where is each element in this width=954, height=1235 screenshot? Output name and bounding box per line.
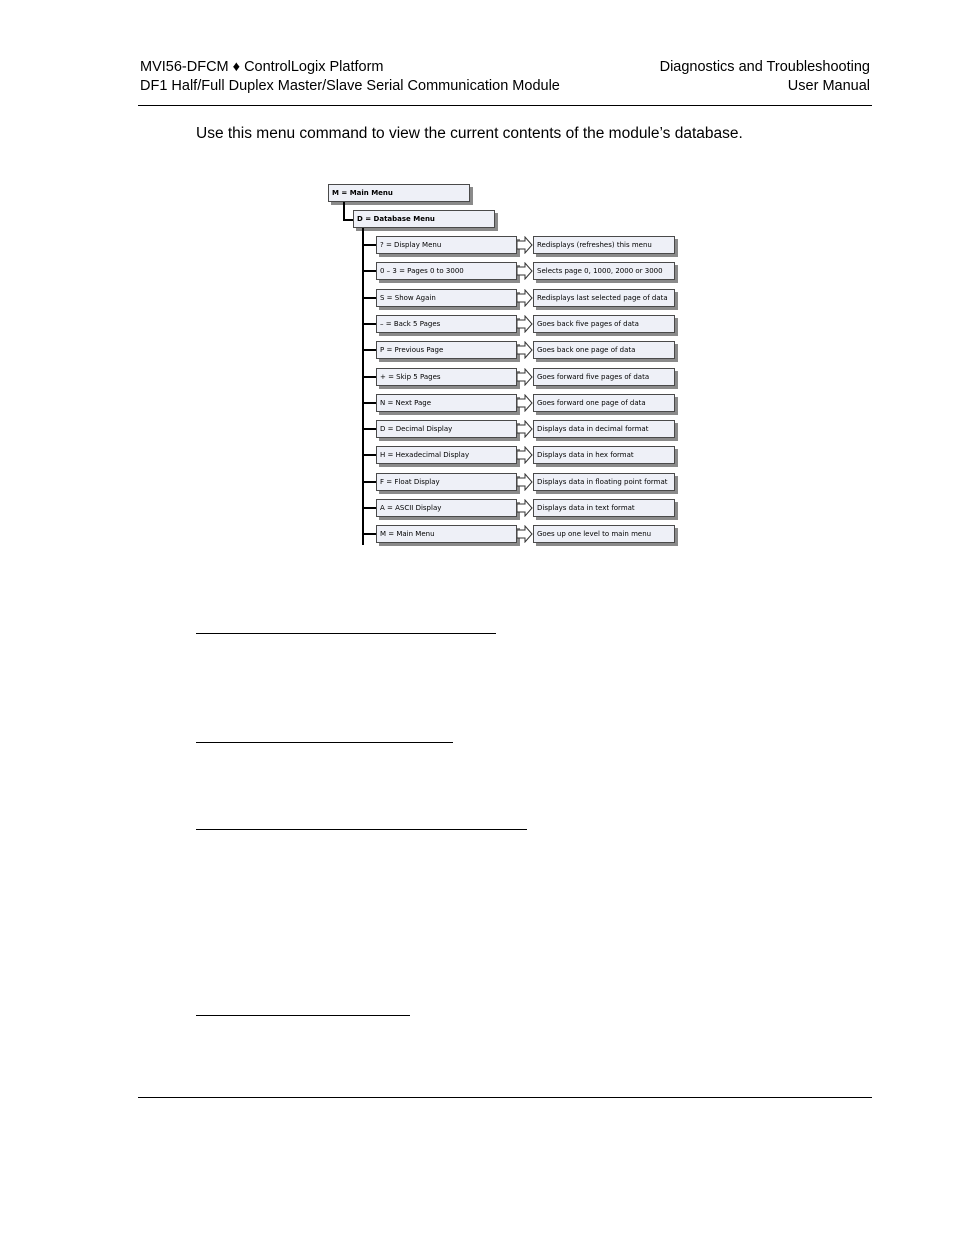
- branch-connector: [362, 323, 376, 325]
- section-rule-3: [196, 829, 527, 830]
- header-manual-title: User Manual: [787, 78, 870, 94]
- arrow-right-icon: [517, 446, 533, 464]
- branch-connector: [362, 270, 376, 272]
- menu-description-box: Displays data in text format: [533, 499, 675, 517]
- menu-description-box: Goes back five pages of data: [533, 315, 675, 333]
- menu-description-box: Goes forward five pages of data: [533, 368, 675, 386]
- intro-paragraph: Use this menu command to view the current contents of the module’s database.: [196, 125, 743, 142]
- menu-description-box: Goes up one level to main menu: [533, 525, 675, 543]
- section-rule-4: [196, 1015, 410, 1016]
- submenu-connector-vertical: [362, 228, 364, 545]
- menu-command-box: S = Show Again: [376, 289, 517, 307]
- header-right: [660, 58, 870, 96]
- arrow-right-icon: [517, 236, 533, 254]
- section-rule-1: [196, 633, 496, 634]
- menu-description-box: Goes forward one page of data: [533, 394, 675, 412]
- arrow-right-icon: [517, 368, 533, 386]
- arrow-right-icon: [517, 394, 533, 412]
- branch-connector: [362, 428, 376, 430]
- menu-command-box: P = Previous Page: [376, 341, 517, 359]
- arrow-right-icon: [517, 315, 533, 333]
- menu-description-box: Displays data in floating point format: [533, 473, 675, 491]
- menu-command-box: ? = Display Menu: [376, 236, 517, 254]
- header-product-subtitle: DF1 Half/Full Duplex Master/Slave Serial Communication Module: [140, 78, 560, 94]
- menu-command-box: N = Next Page: [376, 394, 517, 412]
- main-menu-box: M = Main Menu: [328, 184, 470, 202]
- branch-connector: [362, 297, 376, 299]
- header-divider: [138, 105, 872, 106]
- arrow-right-icon: [517, 499, 533, 517]
- menu-command-box: – = Back 5 Pages: [376, 315, 517, 333]
- menu-command-box: H = Hexadecimal Display: [376, 446, 517, 464]
- menu-command-box: + = Skip 5 Pages: [376, 368, 517, 386]
- branch-connector: [362, 244, 376, 246]
- arrow-right-icon: [517, 289, 533, 307]
- branch-connector: [362, 533, 376, 535]
- arrow-right-icon: [517, 420, 533, 438]
- menu-command-box: M = Main Menu: [376, 525, 517, 543]
- arrow-right-icon: [517, 473, 533, 491]
- branch-connector: [362, 481, 376, 483]
- header-chapter-title: Diagnostics and Troubleshooting: [659, 59, 870, 75]
- database-menu-box: D = Database Menu: [353, 210, 495, 228]
- header-product-title: MVI56-DFCM ♦ ControlLogix Platform: [140, 59, 384, 75]
- menu-description-box: Selects page 0, 1000, 2000 or 3000: [533, 262, 675, 280]
- header-left: [140, 58, 560, 96]
- branch-connector: [362, 376, 376, 378]
- footer-divider: [138, 1097, 872, 1098]
- menu-description-box: Displays data in hex format: [533, 446, 675, 464]
- arrow-right-icon: [517, 341, 533, 359]
- arrow-right-icon: [517, 262, 533, 280]
- menu-command-box: F = Float Display: [376, 473, 517, 491]
- section-rule-2: [196, 742, 453, 743]
- menu-command-box: A = ASCII Display: [376, 499, 517, 517]
- database-menu-diagram: [326, 180, 686, 552]
- branch-connector: [362, 454, 376, 456]
- menu-command-box: 0 – 3 = Pages 0 to 3000: [376, 262, 517, 280]
- menu-description-box: Goes back one page of data: [533, 341, 675, 359]
- menu-description-box: Displays data in decimal format: [533, 420, 675, 438]
- branch-connector: [362, 349, 376, 351]
- branch-connector: [362, 402, 376, 404]
- arrow-right-icon: [517, 525, 533, 543]
- menu-command-box: D = Decimal Display: [376, 420, 517, 438]
- menu-description-box: Redisplays (refreshes) this menu: [533, 236, 675, 254]
- branch-connector: [362, 507, 376, 509]
- menu-description-box: Redisplays last selected page of data: [533, 289, 675, 307]
